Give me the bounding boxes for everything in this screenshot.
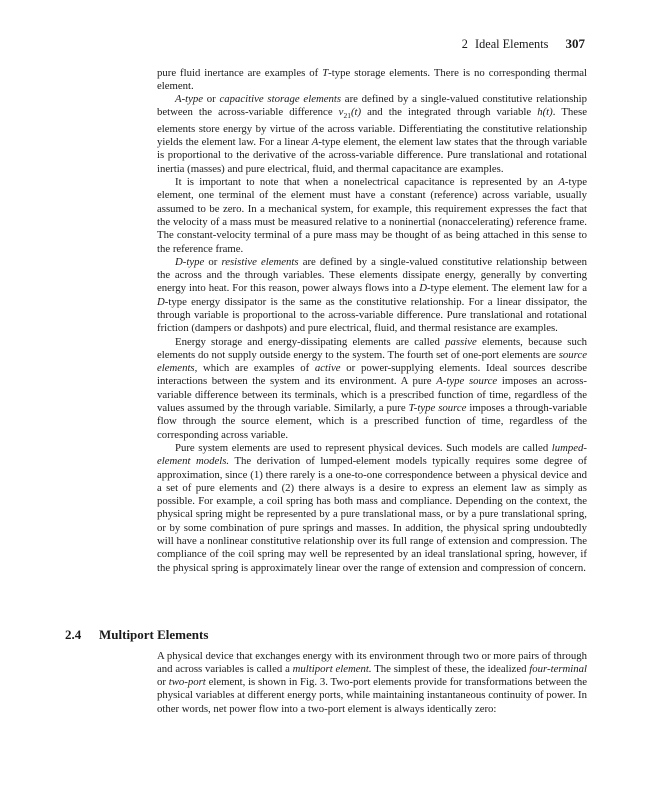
italic-run: A — [558, 176, 565, 189]
section-title: Multiport Elements — [99, 627, 209, 642]
text-run: or power-supplying elements. Ideal sources describe interactions between the system and its environment. A pure — [157, 362, 587, 388]
text-run: -type element, the element law states that the through variable is proportional to the derivative of the across-variable difference. Pure translational and rotational inertia (masses) and pure electrical, fluid, and thermal capacitance are examples. — [157, 136, 587, 175]
italic-run: D-type — [175, 255, 205, 268]
text-run: element, is shown in Fig. 3. Two-port elements provide for transformations between the physical variables at different energy ports, while maintaining instantaneous continuity of power. In other words, net power flow into a two-port element is always identically zero: — [157, 676, 587, 715]
italic-run: four-terminal — [529, 662, 588, 675]
italic-run: active — [314, 362, 341, 375]
text-run: -type storage elements. There is no corresponding thermal element. — [157, 66, 587, 92]
paragraph-3 — [157, 176, 587, 256]
page-number: 307 — [565, 36, 585, 51]
text-run: -type energy dissipator is the same as the constitutive relationship. For a linear dissipator, the through variable is proportional to the across-variable difference. Pure translational and rotational friction (dampers or dashpots) and pure electrical, fluid, and thermal resistance are examples. — [157, 295, 587, 335]
text-run: -type element. The element law for a — [427, 282, 587, 295]
text-run: . These elements store energy by virtue of the across variable. Differentiating the constitutive relationship yields the element law. For a linear — [157, 106, 587, 149]
italic-run: A — [311, 136, 319, 149]
text-run: or — [203, 93, 220, 106]
section-body-text — [157, 650, 587, 716]
italic-run: v — [338, 106, 344, 119]
text-run: or — [157, 676, 169, 689]
paragraph-4 — [157, 256, 587, 336]
text-run: or — [204, 255, 222, 268]
italic-run: resistive elements — [221, 255, 299, 268]
text-run: imposes an across-variable difference between its terminals, which is a prescribed function of time, regardless of the values assumed by the through variable. Similarly, a pure — [157, 375, 587, 415]
italic-run: T-type source — [408, 402, 467, 415]
text-run: elements, because such elements do not supply outside energy to the system. The fourth set of one-port elements are — [157, 335, 587, 361]
italic-run: (t) — [350, 106, 362, 119]
text-run: The derivation of lumped-element models typically requires some degree of approximation, since (1) there rarely is a one-to-one correspondence between a physical device and a set of pure elements and (2) there always is a desire to express an element law as simply as possible. For example, a coil spring has both mass and compliance. Depending on the context, the physical spring might be represented by a pure translational mass, or by a pure translational spring, or by some combination of pure springs and masses. In addition, the physical spring undoubtedly will have a nonlinear constitutive relationship over its full range of extension and compression. The compliance of the coil spring may well be represented by an ideal translational spring, however, if the physical spring is approximately linear over the range of extension and compression of concern. — [157, 455, 587, 574]
italic-run: source elements, — [157, 348, 587, 375]
paragraph-2 — [157, 93, 587, 176]
text-run: It is important to note that when a nonelectrical capacitance is represented by an — [175, 176, 559, 189]
text-run: pure fluid inertance are examples of — [157, 66, 323, 79]
text-run: are defined by a single-valued constitutive relationship between the across and the through variables. These elements dissipate energy, generally by converting energy into heat. For this reason, power always flows into a — [157, 255, 587, 295]
italic-run: lumped-element models. — [157, 441, 587, 468]
text-run: and the integrated through variable — [361, 106, 538, 119]
paragraph-5 — [157, 336, 587, 442]
italic-run: T — [322, 66, 329, 79]
header-chapter-number: 2 — [461, 37, 468, 51]
italic-run: two-port — [168, 676, 206, 689]
text-run: are defined by a single-valued constitutive relationship between the across-variable difference — [157, 93, 587, 119]
text-run: imposes a through-variable flow through the source element, which is a prescribed function of time, regardless of the corresponding across variable. — [157, 402, 587, 441]
subscript: 21 — [343, 111, 351, 121]
section-number: 2.4 — [65, 627, 82, 642]
text-run: The simplest of these, the idealized — [371, 662, 530, 675]
italic-run: D — [419, 282, 428, 295]
italic-run: passive — [445, 335, 477, 348]
paragraph-6 — [157, 442, 587, 575]
italic-run: A-type source — [436, 375, 498, 388]
text-run: which are examples of — [197, 362, 315, 375]
section-heading — [65, 627, 208, 643]
italic-run: D — [157, 295, 165, 308]
header-chapter-title: Ideal Elements — [475, 37, 549, 51]
text-run: Pure system elements are used to represent physical devices. Such models are called — [175, 441, 552, 454]
paragraph-7 — [157, 650, 587, 716]
italic-run: A-type — [175, 93, 204, 106]
italic-run: h(t) — [537, 106, 553, 119]
italic-run: multiport element. — [292, 662, 372, 675]
text-run: Energy storage and energy-dissipating elements are called — [175, 335, 446, 348]
paragraph-1 — [157, 67, 587, 94]
text-run: -type element, one terminal of the element must have a constant (reference) across variable, usually assumed to be zero. In a mechanical system, for example, this requirement expresses the fact that the velocity of a mass must be measured relative to a noninertial (nonaccelerating) reference frame. The constant-velocity terminal of a pure mass may be thought of as being attached in this sense to the reference frame. — [157, 176, 587, 255]
main-body-text — [157, 67, 587, 575]
italic-run: capacitive storage elements — [219, 93, 342, 106]
running-header — [462, 36, 585, 52]
text-run: A physical device that exchanges energy with its environment through two or more pairs of through and across variables is called a — [157, 649, 587, 675]
